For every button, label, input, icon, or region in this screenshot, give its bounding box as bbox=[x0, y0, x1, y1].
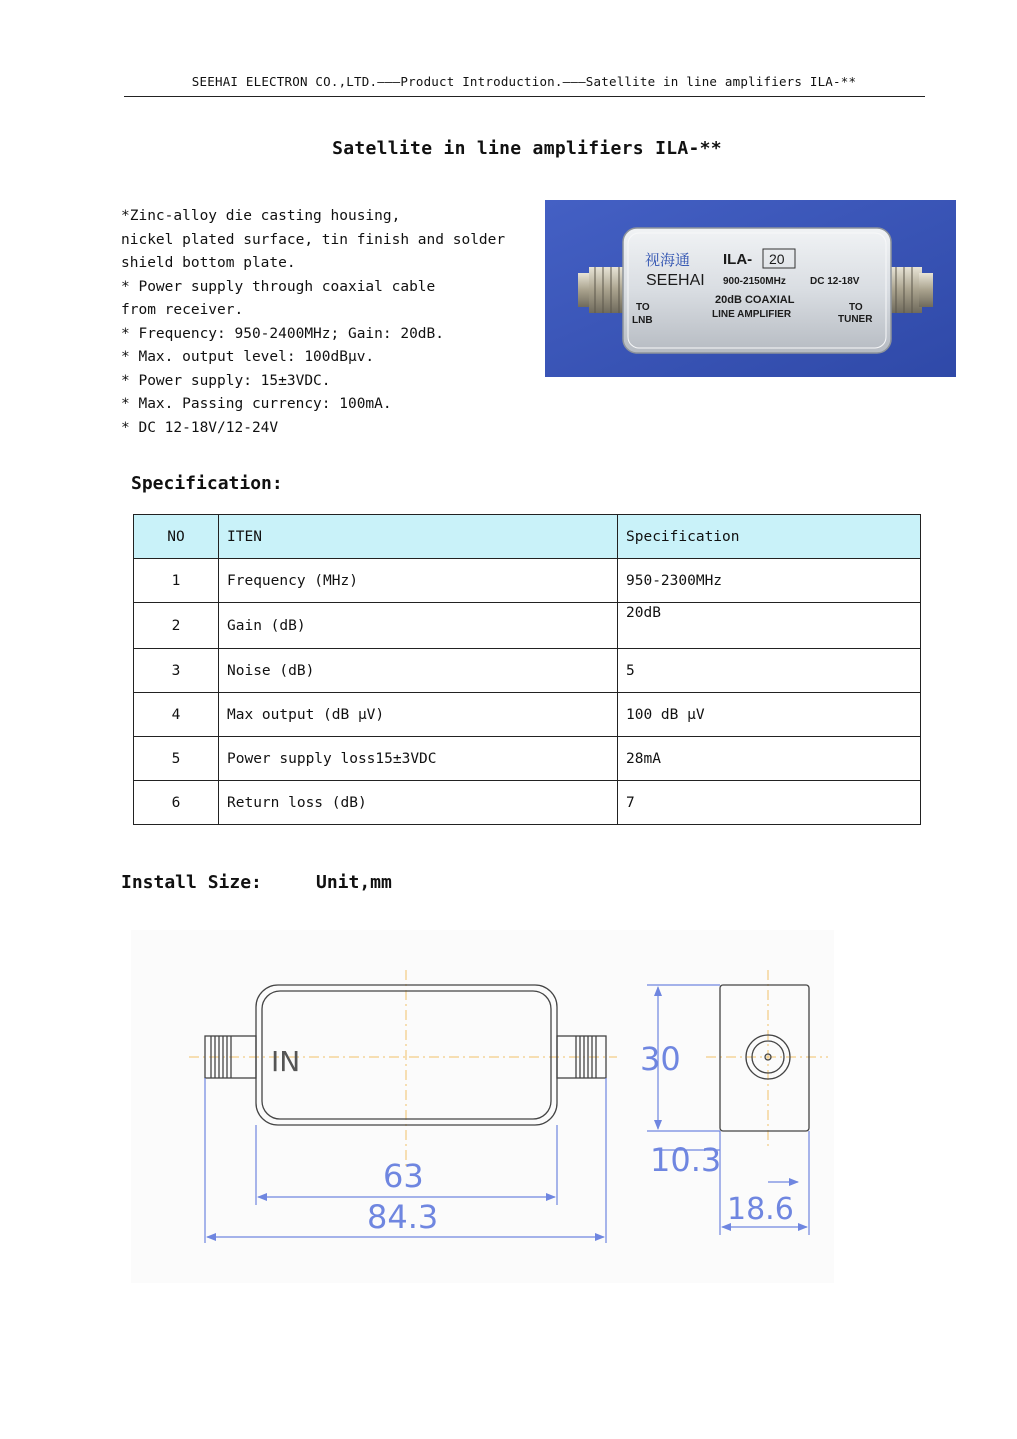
dim-depth: 18.6 bbox=[727, 1192, 794, 1227]
product-photo bbox=[545, 200, 956, 377]
spec-table bbox=[133, 514, 921, 825]
page-header: SEEHAI ELECTRON CO.,LTD.———Product Introduction.———Satellite in line amplifiers ILA-** bbox=[191, 74, 857, 89]
table-row bbox=[134, 559, 921, 603]
table-row bbox=[134, 737, 921, 781]
table-row bbox=[134, 603, 921, 649]
dim-total: 84.3 bbox=[367, 1198, 439, 1236]
row-no: 5 bbox=[134, 737, 219, 781]
row-no: 4 bbox=[134, 693, 219, 737]
row-item: Noise (dB) bbox=[219, 649, 618, 693]
row-spec: 20dB bbox=[618, 603, 921, 649]
row-no: 2 bbox=[134, 603, 219, 649]
model-prefix: ILA- bbox=[723, 251, 753, 268]
table-row bbox=[134, 649, 921, 693]
dim-height: 30 bbox=[640, 1040, 681, 1078]
row-item: Frequency (MHz) bbox=[219, 559, 618, 603]
header-item: ITEN bbox=[219, 515, 618, 559]
header-rule bbox=[124, 96, 925, 97]
right-tuner-label: TUNER bbox=[838, 314, 873, 325]
header-spec: Specification bbox=[618, 515, 921, 559]
feature-line: * Max. Passing currency: 100mA. bbox=[121, 396, 392, 412]
feature-line: * Power supply: 15±3VDC. bbox=[121, 372, 331, 389]
table-header-row bbox=[134, 515, 921, 559]
document-title: Satellite in line amplifiers ILA-** bbox=[332, 138, 722, 159]
desc-line1: 20dB COAXIAL bbox=[715, 294, 795, 306]
feature-line: * DC 12-18V/12-24V bbox=[121, 419, 279, 436]
brand-cn-label: 视海通 bbox=[645, 251, 691, 269]
feature-line: shield bottom plate. bbox=[121, 255, 296, 271]
in-label: IN bbox=[271, 1045, 301, 1078]
header-no: NO bbox=[134, 515, 219, 559]
dim-port: 10.3 bbox=[650, 1141, 722, 1179]
feature-line: * Frequency: 950-2400MHz; Gain: 20dB. bbox=[121, 325, 445, 342]
amplifier-body bbox=[623, 228, 891, 353]
row-no: 3 bbox=[134, 649, 219, 693]
table-row bbox=[134, 781, 921, 825]
spec-heading: Specification: bbox=[131, 473, 283, 494]
feature-line: * Max. output level: 100dBμv. bbox=[121, 349, 375, 365]
feature-line: *Zinc-alloy die casting housing, bbox=[121, 208, 401, 224]
row-item: Return loss (dB) bbox=[219, 781, 618, 825]
row-spec: 950-2300MHz bbox=[618, 559, 921, 603]
row-item: Max output (dB μV) bbox=[219, 693, 618, 737]
row-item: Power supply loss15±3VDC bbox=[219, 737, 618, 781]
install-size-heading: Install Size: bbox=[121, 872, 262, 893]
dim-body: 63 bbox=[383, 1157, 424, 1195]
brand-label: SEEHAI bbox=[646, 272, 705, 289]
desc-line2: LINE AMPLIFIER bbox=[712, 309, 792, 320]
row-no: 6 bbox=[134, 781, 219, 825]
row-spec: 5 bbox=[618, 649, 921, 693]
install-unit: Unit,mm bbox=[316, 872, 392, 893]
left-to-label: TO bbox=[636, 302, 650, 313]
row-item: Gain (dB) bbox=[219, 603, 618, 649]
row-spec: 100 dB μV bbox=[618, 693, 921, 737]
feature-line: from receiver. bbox=[121, 302, 244, 318]
left-lnb-label: LNB bbox=[632, 315, 653, 326]
feature-list bbox=[121, 205, 541, 440]
row-spec: 28mA bbox=[618, 737, 921, 781]
feature-line: nickel plated surface, tin finish and solder bbox=[121, 231, 506, 248]
right-to-label: TO bbox=[849, 302, 863, 313]
model-value: 20 bbox=[769, 251, 785, 267]
dc-label: DC 12-18V bbox=[810, 276, 860, 287]
row-spec: 7 bbox=[618, 781, 921, 825]
feature-line: * Power supply through coaxial cable bbox=[121, 278, 436, 295]
row-no: 1 bbox=[134, 559, 219, 603]
table-row bbox=[134, 693, 921, 737]
dimension-drawing bbox=[131, 930, 834, 1283]
freq-label: 900-2150MHz bbox=[723, 276, 786, 287]
